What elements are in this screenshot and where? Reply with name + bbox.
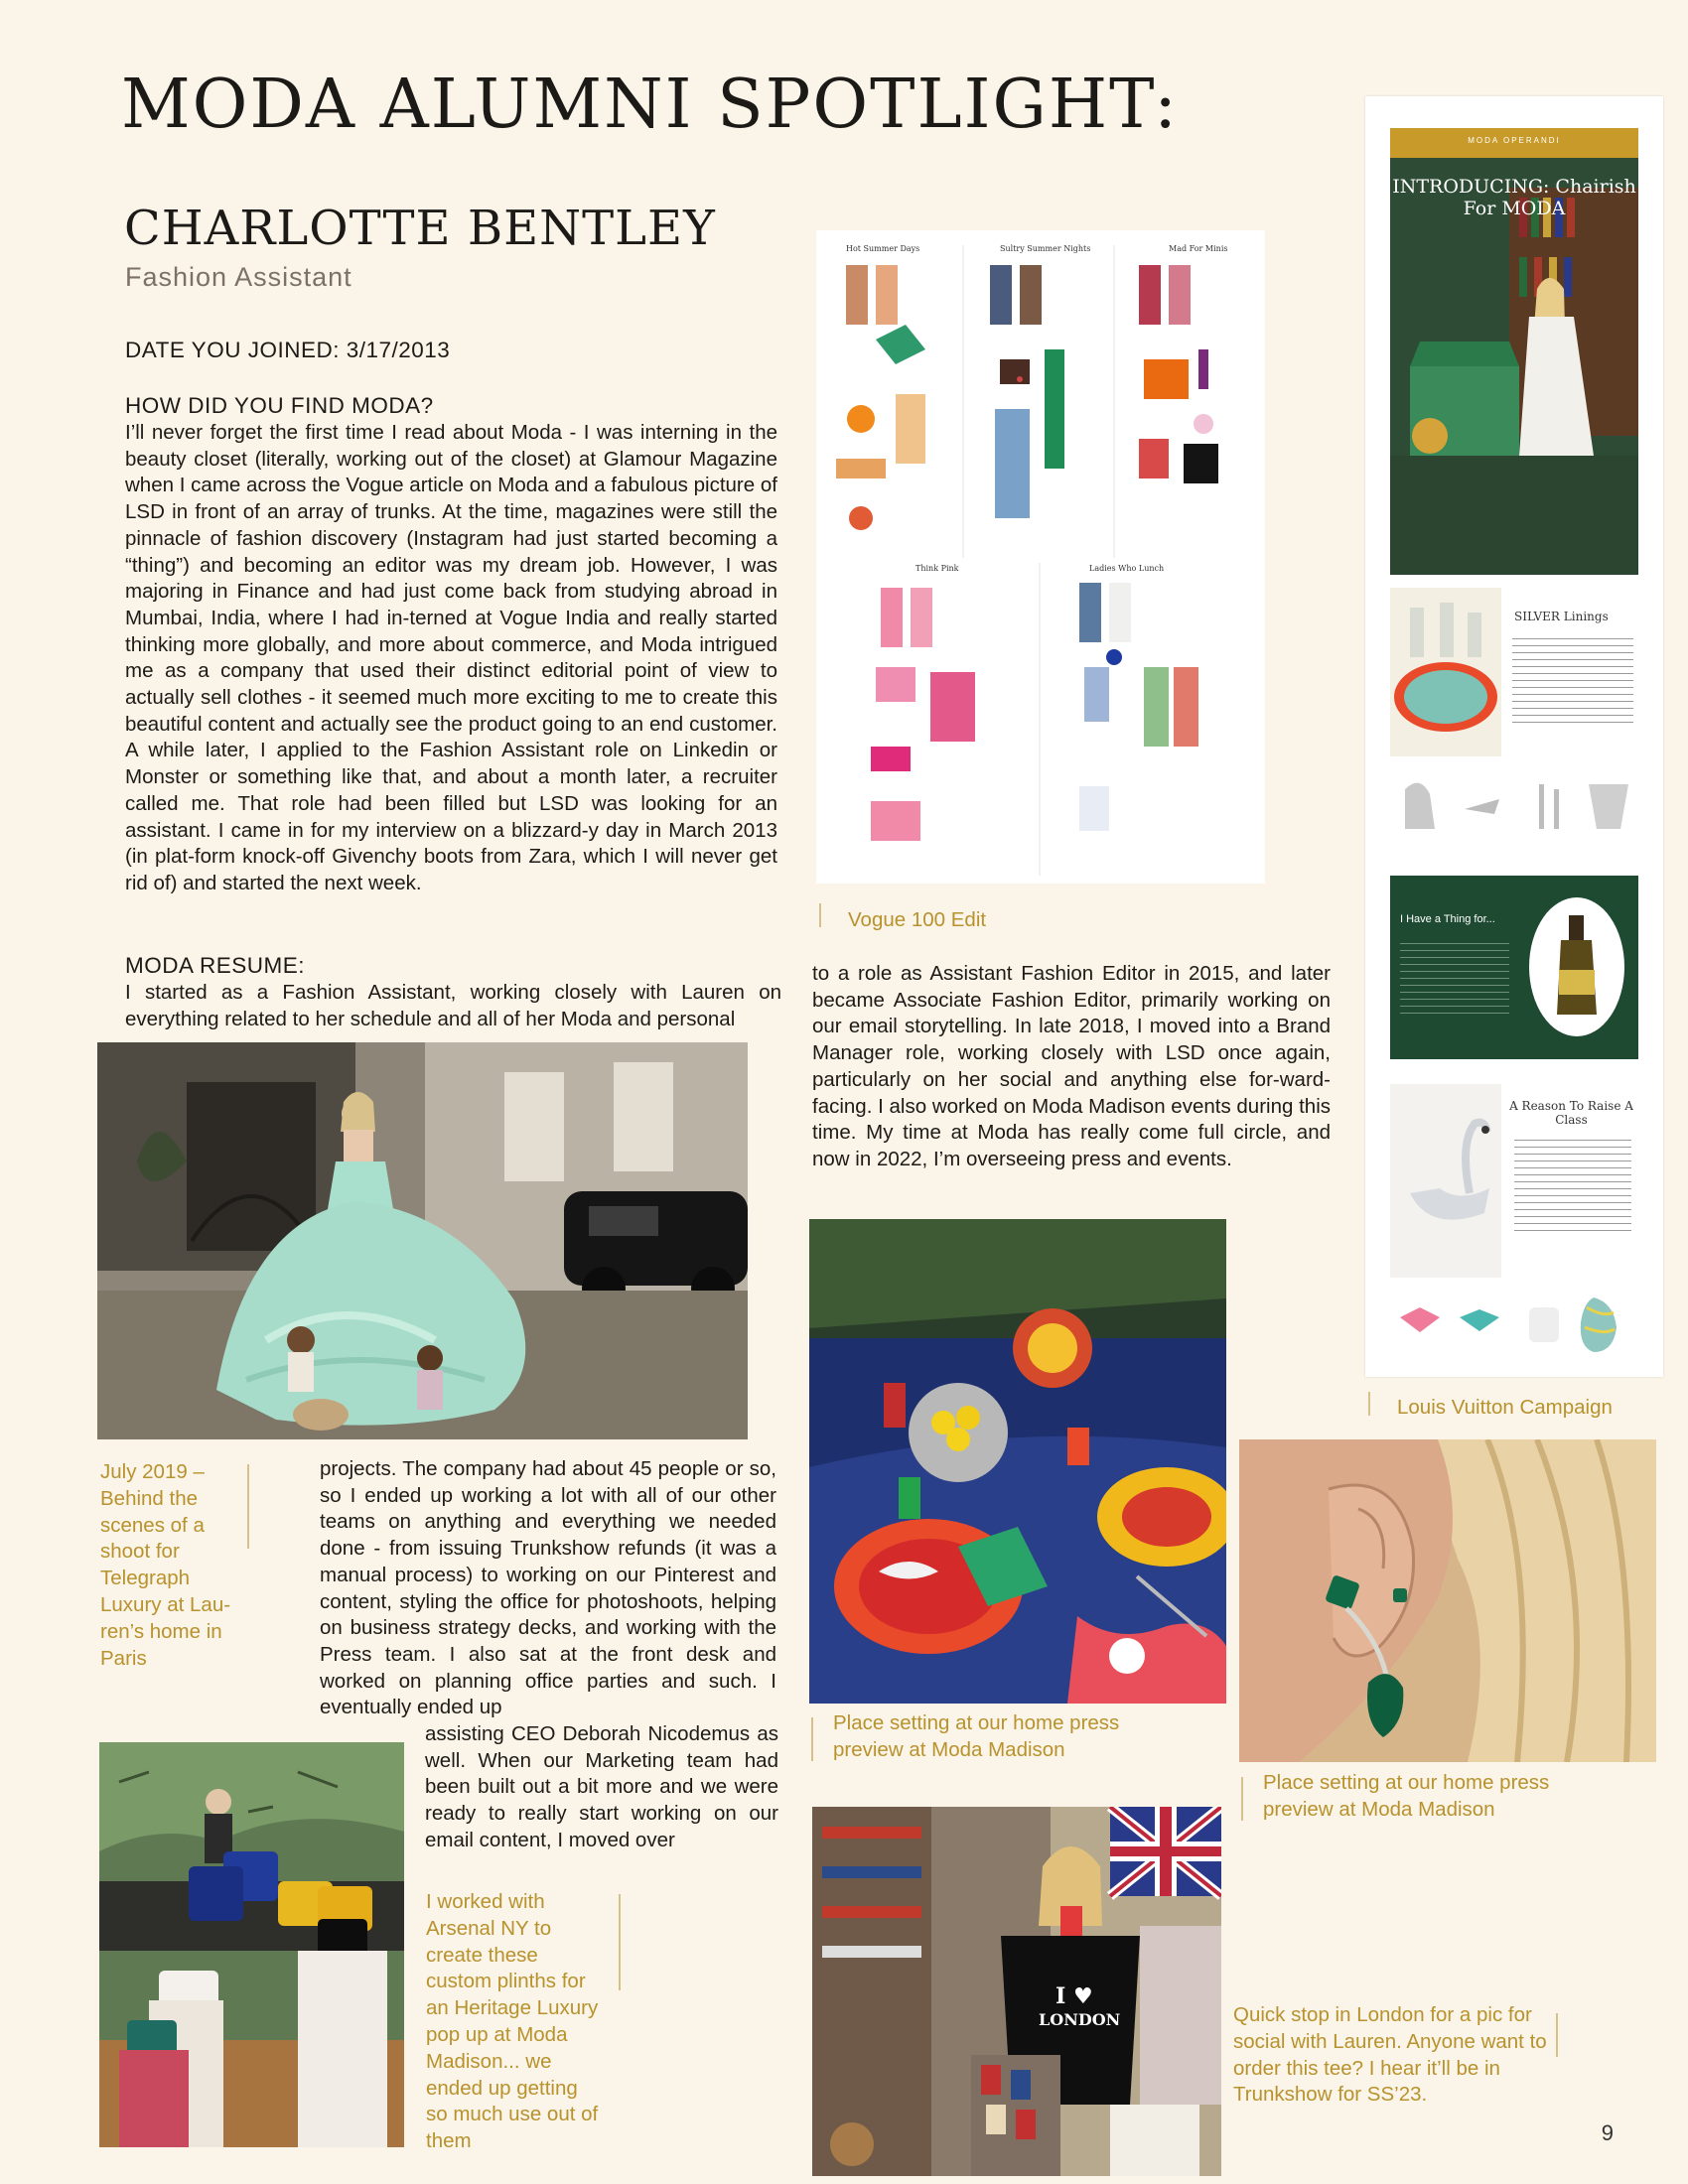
- caption-earring: Place setting at our home press preview at Moda Madison: [1263, 1771, 1550, 1821]
- tee-print-london: LONDON: [1039, 2010, 1121, 2029]
- resume-paragraph-2: projects. The company had about 45 people or so, so I ended up working a lot with all of our other teams on anything and everything we needed done - from issuing Trunkshow refunds (it was a manual process) to working on our Pinterest and content, styling the office for photoshoots, helping on business strategy decks, and working with the Press team. I also sat at the front desk and worked on planning office parties and such. I eventually ended up: [320, 1457, 776, 1719]
- email-headline: INTRODUCING: Chairish For MODA: [1392, 176, 1636, 219]
- email-silver-image: [1390, 588, 1501, 756]
- email-swan-image: [1390, 1084, 1501, 1278]
- resume-paragraph-4: to a role as Assistant Fashion Editor in 2015, and later became Associate Fashion Editor, primarily working on our email storytelling. In late 2018, I moved into a Brand Manager role, working closely with LSD once again, particularly on her social and anything else for-ward-facing. I also worked on Moda Madison events during this time. My time at Moda has really come full circle, and now in 2022, I’m overseeing press and events.: [812, 962, 1331, 1170]
- email-silver-heading: SILVER Linings: [1514, 610, 1609, 623]
- how-paragraph: I’ll never forget the first time I read about Moda - I was interning in the beauty closet (literally, working out of the closet) at Glamour Magazine when I came across the Vogue article on Moda and a fabulous picture of LSD in front of an array of trunks. At the time, magazines were still the pinnacle of fashion discovery (Instagram had just started becoming a “thing”) and becoming an editor was my dream job. However, I was majoring in Finance and had just come back from studying abroad in Mumbai, India, where I had in-terned at Vogue India and really started thinking more globally, and more about commerce, and Moda intrigued me as a company that used their distinct editorial point of view to actually sell clothes - it seemed much more exciting to me to create this beautiful content and actually see the product going to an end customer. A while later, I applied to the Fashion Assistant role on Linkedin or Monster or something like that, and about a month later, a recruiter called me. That role had been filled but LSD was looking for an assistant. I came in for my interview on a blizzard-y day in March 2013 (in plat-form knock-off Givenchy boots from Zara, which I will never get rid of) and started the next week.: [125, 421, 777, 894]
- alumni-role: Fashion Assistant: [125, 262, 352, 292]
- email-thing-heading: I Have a Thing for...: [1400, 913, 1495, 925]
- email-body-text: [1514, 1134, 1631, 1233]
- how-heading: HOW DID YOU FIND MODA?: [125, 393, 434, 418]
- email-swan-heading: A Reason To Raise A Class: [1509, 1099, 1633, 1127]
- caption-rule: [1368, 1392, 1370, 1416]
- photo-paris-gown: [97, 1042, 748, 1439]
- vogue-panel-title: Mad For Minis: [1169, 244, 1228, 253]
- vogue-100-spread: [816, 230, 1265, 884]
- vogue-panel-title: Ladies Who Lunch: [1089, 564, 1165, 573]
- page-number: 9: [1601, 2120, 1614, 2145]
- caption-rule: [1556, 2013, 1558, 2057]
- email-campaign-mock: [1365, 96, 1663, 1377]
- caption-vogue-100: Vogue 100 Edit: [848, 908, 987, 931]
- page-title: MODA ALUMNI SPOTLIGHT:: [121, 66, 1179, 144]
- photo-table-setting: [809, 1219, 1226, 1704]
- vogue-panel-title: Sultry Summer Nights: [1000, 244, 1091, 253]
- caption-rule: [619, 1894, 621, 1990]
- tee-print-heart: I ♥: [1055, 1983, 1093, 2009]
- caption-louis-vuitton: Louis Vuitton Campaign: [1397, 1396, 1613, 1419]
- email-brand: MODA OPERANDI: [1468, 136, 1561, 145]
- resume-paragraph-3: assisting CEO Deborah Nicodemus as well. When our Marketing team had been built out a bit more and we were ready to really start working on our email content, I moved over: [425, 1722, 778, 1851]
- email-thing-panel: [1390, 876, 1638, 1059]
- email-body-text: [1400, 937, 1509, 1017]
- caption-rule: [819, 903, 821, 927]
- date-joined: DATE YOU JOINED: 3/17/2013: [125, 338, 451, 362]
- caption-arsenal-plinths: I worked with Arsenal NY to create these custom plinths for an Heritage Luxury pop up at Moda Madison... we ended up getting so much use out of them: [426, 1890, 599, 2153]
- resume-heading: MODA RESUME:: [125, 953, 306, 978]
- caption-rule: [811, 1717, 813, 1761]
- alumni-name: CHARLOTTE BENTLEY: [124, 201, 716, 256]
- email-glass-products: [1390, 1288, 1638, 1357]
- vogue-panel-title: Think Pink: [915, 564, 959, 573]
- caption-july-2019: July 2019 – Behind the scenes of a shoot for Telegraph Luxury at Lau-ren’s home in Paris: [100, 1460, 231, 1670]
- photo-earring: [1239, 1439, 1656, 1762]
- photo-plinths-bags: [99, 1742, 404, 2147]
- caption-rule: [247, 1464, 249, 1549]
- caption-london: Quick stop in London for a pic for social with Lauren. Anyone want to order this tee? I hear it’ll be in Trunkshow for SS’23.: [1233, 2003, 1547, 2107]
- email-body-text: [1512, 632, 1633, 727]
- caption-rule: [1241, 1777, 1243, 1821]
- caption-table-setting: Place setting at our home press preview at Moda Madison: [833, 1711, 1120, 1761]
- email-silver-products: [1390, 769, 1638, 849]
- resume-paragraph-1: I started as a Fashion Assistant, working closely with Lauren on everything related to her schedule and all of her Moda and personal: [125, 981, 781, 1030]
- email-hero-image: [1390, 128, 1638, 575]
- photo-london-shop: [812, 1807, 1221, 2176]
- vogue-panel-title: Hot Summer Days: [846, 244, 920, 253]
